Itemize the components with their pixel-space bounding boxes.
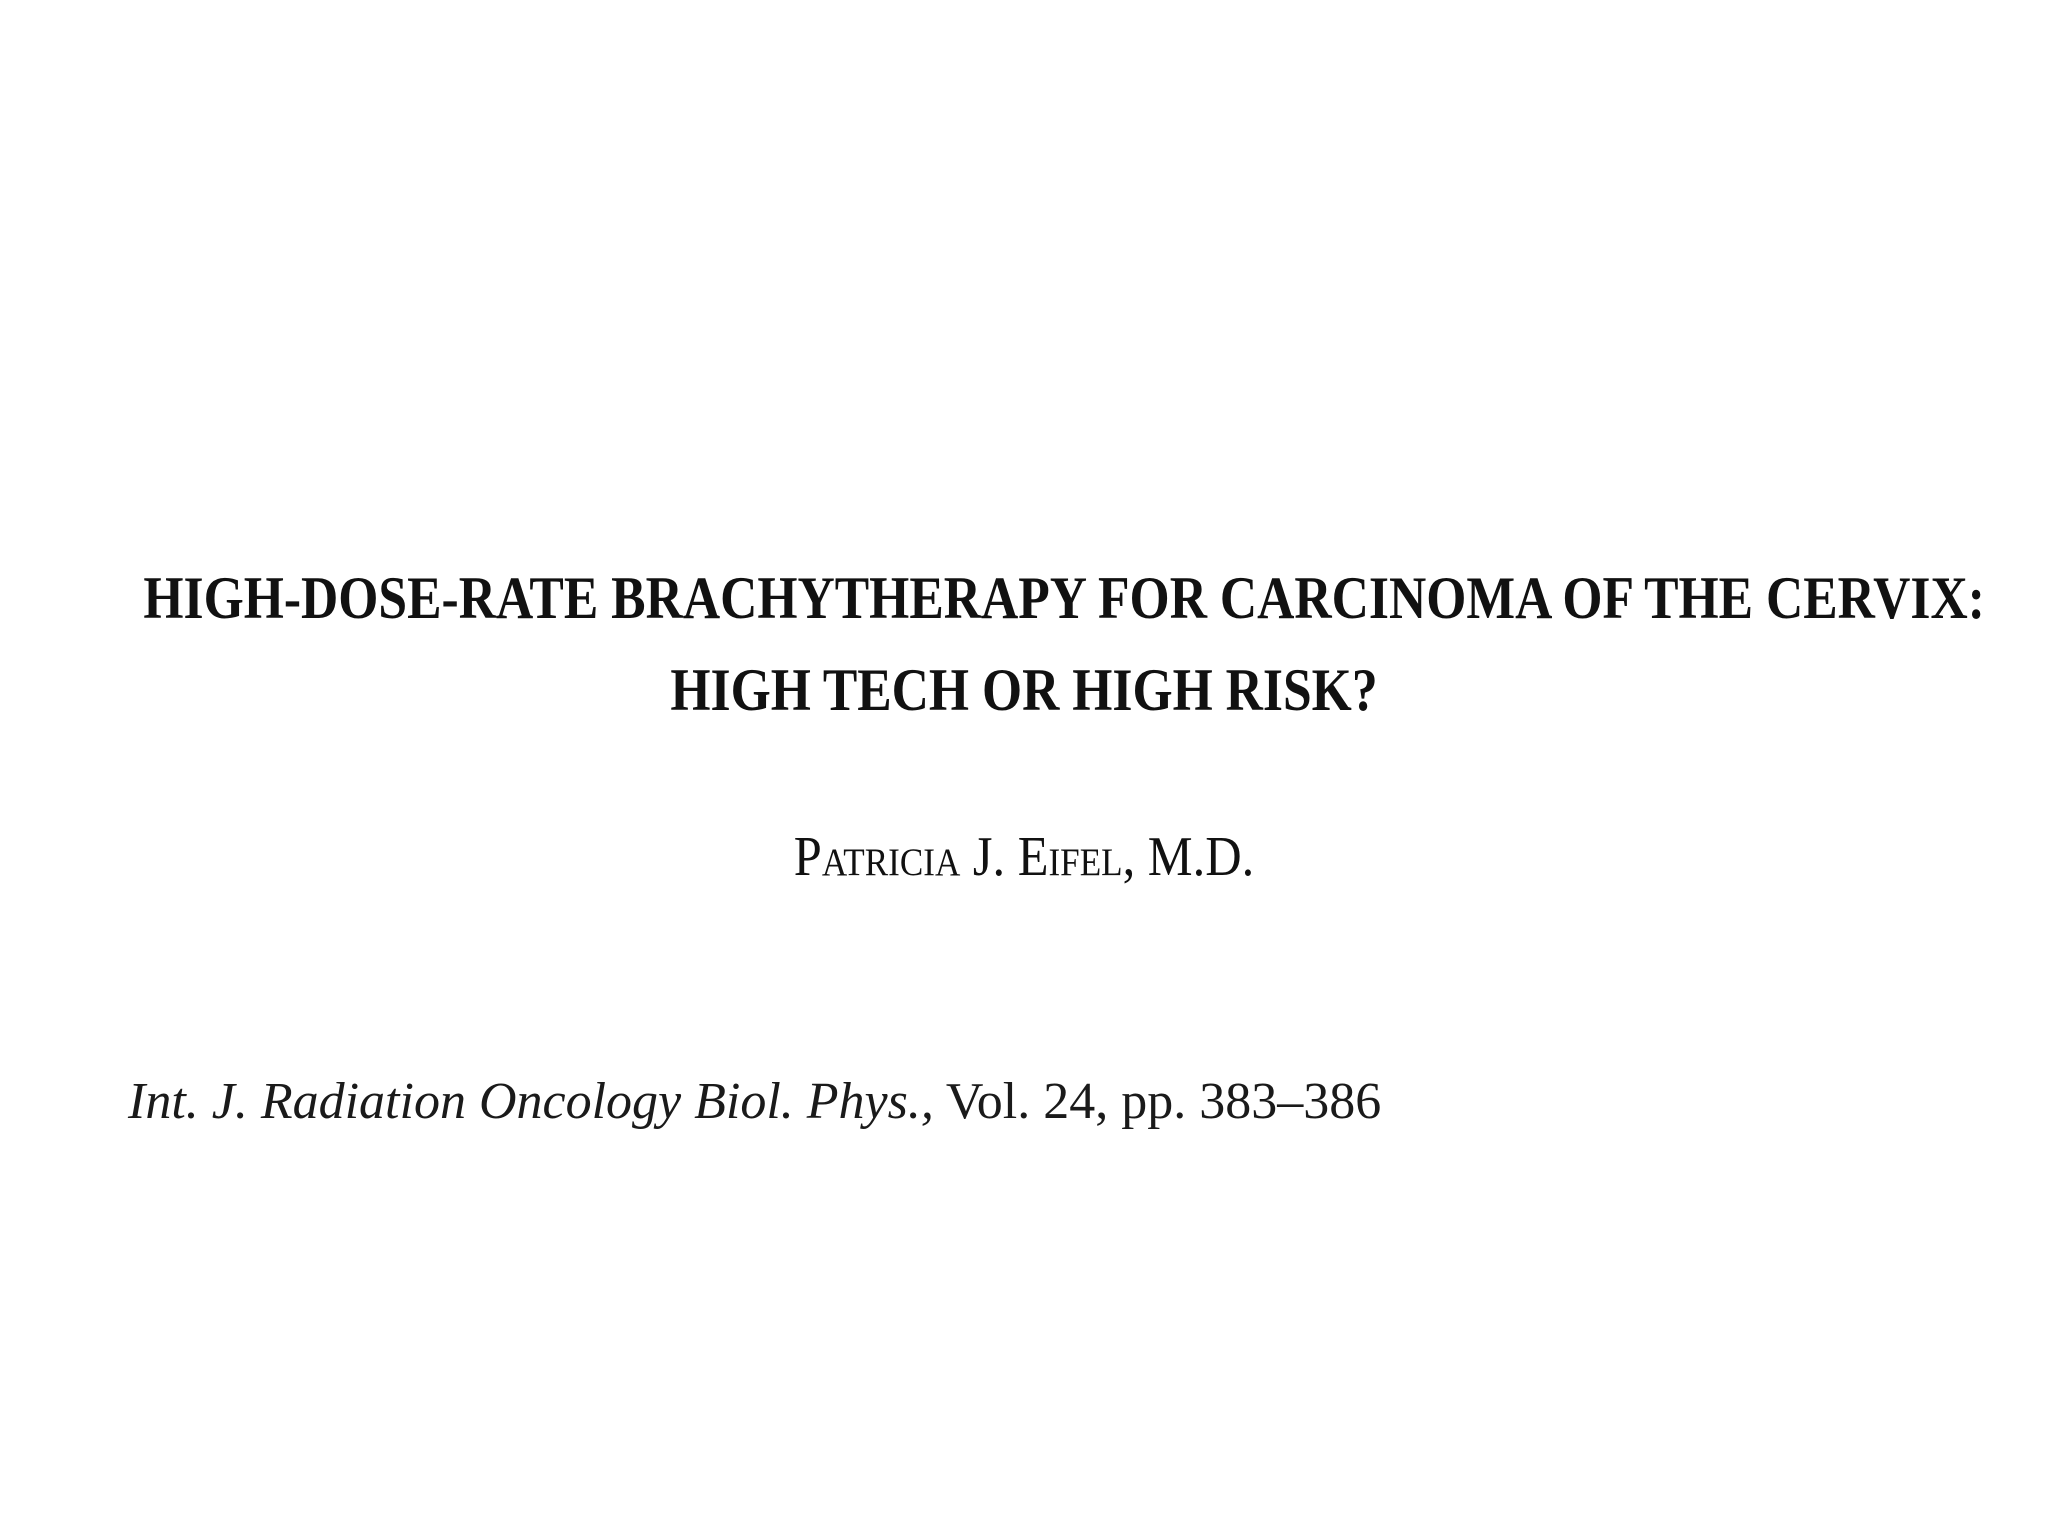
title-line-2: HIGH TECH OR HIGH RISK?	[670, 657, 1378, 723]
author-byline: Patricia J. Eifel, M.D.	[793, 826, 1255, 888]
citation-details: Vol. 24, pp. 383–386	[933, 1073, 1382, 1130]
article-title	[143, 552, 1985, 736]
journal-citation	[128, 1070, 1381, 1134]
title-line-1: HIGH-DOSE-RATE BRACHYTHERAPY FOR CARCINOMA OF THE CERVIX:	[143, 565, 1985, 631]
journal-name: Int. J. Radiation Oncology Biol. Phys.,	[128, 1073, 934, 1130]
